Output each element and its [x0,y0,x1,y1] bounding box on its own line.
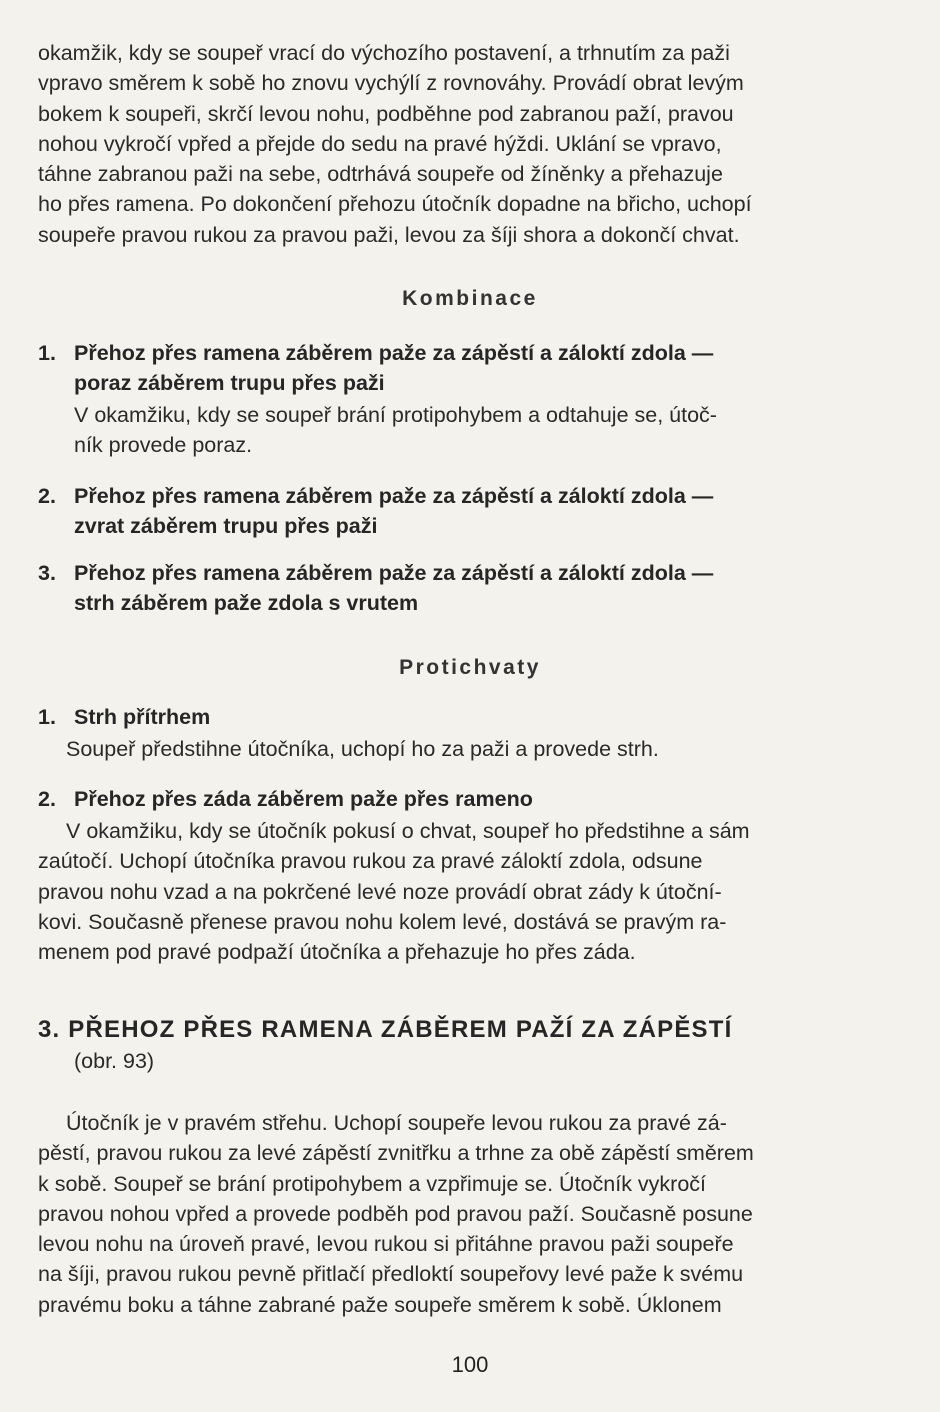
kombinace-item-3 [38,558,896,618]
item-title-line: Přehoz přes ramena záběrem paže za zápěstí a záloktí zdola — [74,341,714,365]
item-title-line: zvrat záběrem trupu přes paži [74,514,378,538]
text-line: bokem k soupeři, skrčí levou nohu, podběhne pod zabranou paží, pravou [38,101,734,126]
text-line: ho přes ramena. Po dokončení přehozu útočník dopadne na břicho, uchopí [38,192,752,217]
text-line: levou nohu na úroveň pravé, levou rukou si přitáhne pravou paži soupeře [38,1232,734,1257]
item-title [38,784,896,814]
item-title-line: Strh přítrhem [74,705,211,729]
protichvaty-heading: Protichvaty [399,656,541,679]
text-line: kovi. Současně přenese pravou nohu kolem levé, dostává se pravým ra- [38,909,727,934]
text-line: pravou nohou vpřed a provede podběh pod pravou paží. Současně posune [38,1201,753,1226]
item-number: 2. [38,787,56,811]
item-number: 2. [38,484,56,508]
item-title-line: strh záběrem paže zdola s vrutem [74,591,419,615]
item-title-line: Přehoz přes ramena záběrem paže za zápěstí a záloktí zdola — [74,561,714,585]
kombinace-item-2 [38,481,896,541]
text-line: pěstí, pravou rukou za levé zápěstí zvnitřku a trhne za obě zápěstí směrem [38,1141,754,1166]
figure-reference: (obr. 93) [74,1049,155,1073]
item-number: 1. [38,705,56,729]
text-line: V okamžiku, kdy se útočník pokusí o chvat, soupeř ho předstihne a sám [66,819,750,843]
text-line: vpravo směrem k sobě ho znovu vychýlí z rovnováhy. Provádí obrat levým [38,71,744,96]
text-line: pravou nohu vzad a na pokrčené levé noze provádí obrat zády k útoční- [38,879,722,904]
text-line: na šíji, pravou rukou pevně přitlačí předloktí soupeřovy levé paže k svému [38,1262,744,1287]
item-number: 1. [38,341,56,365]
kombinace-heading: Kombinace [402,287,538,310]
item-title [38,702,896,732]
item-title [38,338,896,398]
item-text [38,400,896,461]
text-line: Útočník je v pravém střehu. Uchopí soupeře levou rukou za pravé zá- [66,1111,727,1135]
intro-paragraph [38,38,896,250]
text-line: soupeře pravou rukou za pravou paži, levou za šíji shora a dokončí chvat. [38,222,740,247]
text-line: táhne zabranou paži na sebe, odtrhává soupeře od žíněnky a přehazuje [38,162,723,187]
text-line: ník provede poraz. [74,433,253,458]
kombinace-item-1 [38,338,896,461]
section-3-header [38,1016,896,1076]
item-title [38,481,896,541]
text-line: pravému boku a táhne zabrané paže soupeře směrem k sobě. Úklonem [38,1292,722,1317]
page-number: 100 [451,1352,489,1377]
text-line: okamžik, kdy se soupeř vrací do výchozího postavení, a trhnutím za paži [38,41,730,65]
text-line: k sobě. Soupeř se brání protipohybem a vzpřimuje se. Útočník vykročí [38,1171,707,1196]
text-line: zaútočí. Uchopí útočníka pravou rukou za pravé záloktí zdola, odsune [38,849,703,874]
protichvaty-item-1 [38,702,896,764]
item-number: 3. [38,561,56,585]
item-title-line: poraz záběrem trupu přes paži [74,371,385,395]
item-text [38,816,896,967]
item-text [38,734,896,764]
section-3-paragraph [38,1108,896,1320]
text-line: menem pod pravé podpaží útočníka a přehazuje ho přes záda. [38,940,636,965]
text-line: Soupeř předstihne útočníka, uchopí ho za paži a provede strh. [66,737,659,761]
item-title-line: Přehoz přes záda záběrem paže přes rameno [74,787,533,811]
text-line: V okamžiku, kdy se soupeř brání protipohybem a odtahuje se, útoč- [74,403,717,427]
section-heading: 3. PŘEHOZ PŘES RAMENA ZÁBĚREM PAŽÍ ZA ZÁPĚSTÍ [38,1016,733,1043]
text-line: nohou vykročí vpřed a přejde do sedu na pravé hýždi. Uklání se vpravo, [38,131,722,156]
protichvaty-item-2 [38,784,896,967]
item-title-line: Přehoz přes ramena záběrem paže za zápěstí a záloktí zdola — [74,484,714,508]
item-title [38,558,896,618]
